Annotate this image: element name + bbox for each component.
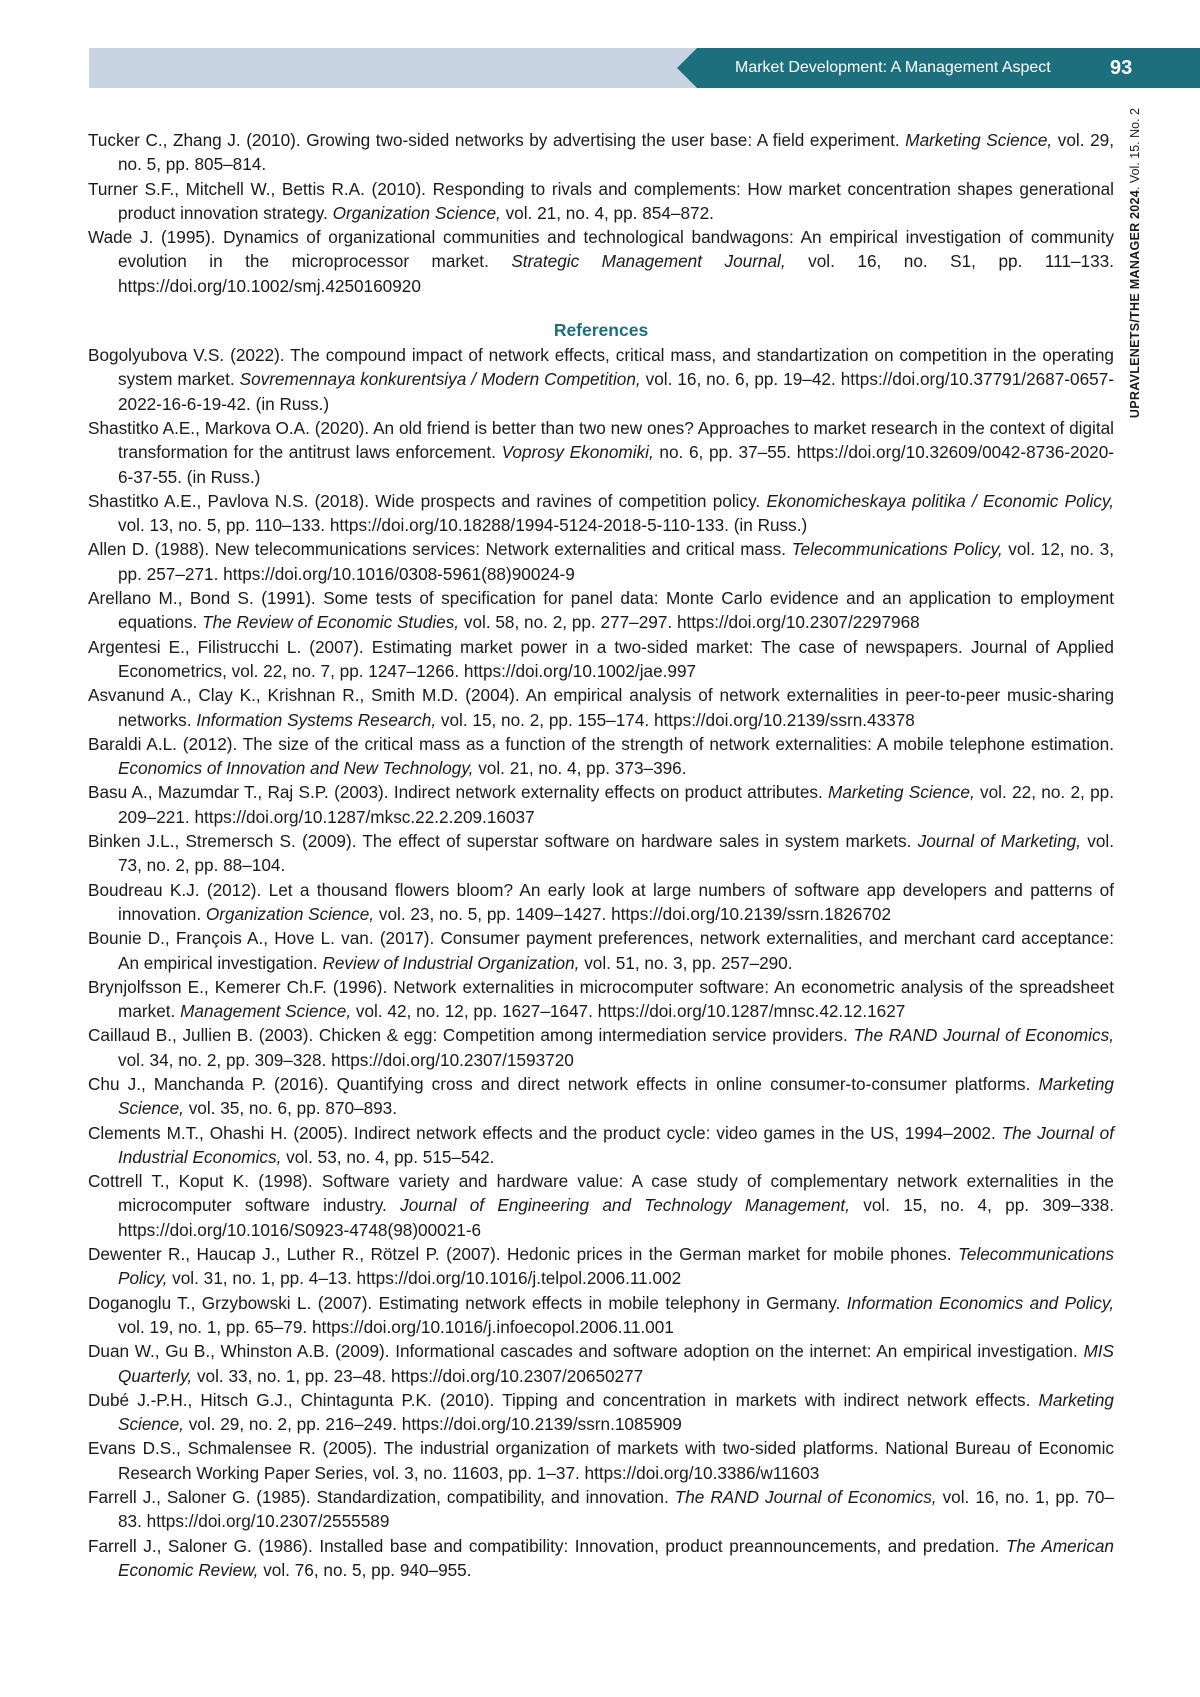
reference-details: vol. 19, no. 1, pp. 65–79. https://doi.org/10.1016/j.infoecopol.2006.11.001 xyxy=(118,1317,674,1337)
reference-entry xyxy=(88,416,1114,489)
reference-source: Economics of Innovation and New Technology, xyxy=(118,758,473,778)
reference-entry xyxy=(88,1436,1114,1485)
reference-entry xyxy=(88,537,1114,586)
reference-text: Bounie D., François A., Hove L. van. (2017). Consumer payment preferences, network externalities, and merchant card acceptance: An empirical investigation. xyxy=(88,928,1114,972)
reference-text: Cottrell T., Koput K. (1998). Software variety and hardware value: A case study of complementary network externalities in the microcomputer software industry. xyxy=(88,1171,1114,1215)
reference-source: Information Systems Research, xyxy=(196,710,436,730)
references-heading: References xyxy=(88,318,1114,342)
page-number: 93 xyxy=(1110,48,1132,88)
journal-year: 2024 xyxy=(1128,190,1142,219)
journal-side-label: UPRAVLENETS/THE MANAGER 2024. Vol. 15. No. 2 xyxy=(1122,108,1144,448)
reference-source: The Review of Economic Studies, xyxy=(202,612,459,632)
reference-source: Telecommunications Policy, xyxy=(792,539,1003,559)
reference-text: Allen D. (1988). New telecommunications services: Network externalities and critical mass. xyxy=(88,539,792,559)
reference-details: no. 6, pp. 37–55. https://doi.org/10.32609/0042-8736-2020-6-37-55. (in Russ.) xyxy=(118,442,1114,486)
reference-source: Information Economics and Policy, xyxy=(847,1293,1114,1313)
reference-entry xyxy=(88,926,1114,975)
reference-entry xyxy=(88,1072,1114,1121)
reference-entry xyxy=(88,343,1114,416)
reference-entry xyxy=(88,1121,1114,1170)
reference-entry xyxy=(88,1388,1114,1437)
reference-source: Marketing Science, xyxy=(118,1390,1114,1434)
reference-text: Shastitko A.E., Pavlova N.S. (2018). Wide prospects and ravines of competition policy. xyxy=(88,491,766,511)
reference-details: vol. 21, no. 4, pp. 854–872. xyxy=(501,203,714,223)
journal-volume: Vol. 15. No. 2 xyxy=(1128,108,1142,183)
reference-entry xyxy=(88,829,1114,878)
reference-text: Farrell J., Saloner G. (1985). Standardization, compatibility, and innovation. xyxy=(88,1487,675,1507)
reference-text: Turner S.F., Mitchell W., Bettis R.A. (2010). Responding to rivals and complements: How market concentration shapes generational product innovation strategy. xyxy=(88,179,1114,223)
reference-details: vol. 16, no. S1, pp. 111–133. https://doi.org/10.1002/smj.4250160920 xyxy=(118,251,1114,295)
reference-details: vol. 29, no. 2, pp. 216–249. https://doi.org/10.2139/ssrn.1085909 xyxy=(184,1414,682,1434)
reference-source: The American Economic Review, xyxy=(118,1536,1114,1580)
reference-details: vol. 12, no. 3, pp. 257–271. https://doi.org/10.1016/0308-5961(88)90024-9 xyxy=(118,539,1114,583)
reference-details: vol. 35, no. 6, pp. 870–893. xyxy=(184,1098,397,1118)
reference-details: vol. 58, no. 2, pp. 277–297. https://doi.org/10.2307/2297968 xyxy=(459,612,920,632)
reference-text: Boudreau K.J. (2012). Let a thousand flowers bloom? An early look at large numbers of software app developers and patterns of innovation. xyxy=(88,880,1114,924)
reference-entry xyxy=(88,1291,1114,1340)
reference-source: Journal of Marketing, xyxy=(918,831,1081,851)
reference-content xyxy=(88,128,1114,1582)
reference-source: Sovremennaya konkurentsiya / Modern Competition, xyxy=(240,369,641,389)
reference-text: Chu J., Manchanda P. (2016). Quantifying cross and direct network effects in online consumer-to-consumer platforms. xyxy=(88,1074,1039,1094)
reference-entry xyxy=(88,780,1114,829)
reference-source: Marketing Science, xyxy=(118,1074,1114,1118)
reference-details: vol. 16, no. 1, pp. 70–83. https://doi.org/10.2307/2555589 xyxy=(118,1487,1114,1531)
reference-entry xyxy=(88,1485,1114,1534)
reference-text: Farrell J., Saloner G. (1986). Installed base and compatibility: Innovation, product preannouncements, and predation. xyxy=(88,1536,1006,1556)
reference-text: Binken J.L., Stremersch S. (2009). The effect of superstar software on hardware sales in system markets. xyxy=(88,831,918,851)
reference-details: vol. 16, no. 6, pp. 19–42. https://doi.org/10.37791/2687-0657-2022-16-6-19-42. (in Russ.) xyxy=(118,369,1114,413)
reference-source: Journal of Engineering and Technology Management, xyxy=(400,1195,850,1215)
reference-text: Doganoglu T., Grzybowski L. (2007). Estimating network effects in mobile telephony in Germany. xyxy=(88,1293,847,1313)
journal-name: UPRAVLENETS/THE MANAGER xyxy=(1128,223,1142,419)
reference-text: Clements M.T., Ohashi H. (2005). Indirect network effects and the product cycle: video games in the US, 1994–2002. xyxy=(88,1123,1002,1143)
reference-text: Baraldi A.L. (2012). The size of the critical mass as a function of the strength of network externalities: A mobile telephone estimation. xyxy=(88,734,1114,754)
reference-entry xyxy=(88,1169,1114,1242)
reference-entry xyxy=(88,1339,1114,1388)
reference-details: vol. 15, no. 4, pp. 309–338. https://doi.org/10.1016/S0923-4748(98)00021-6 xyxy=(118,1195,1114,1239)
continued-reference-list xyxy=(88,128,1114,298)
reference-details: vol. 73, no. 2, pp. 88–104. xyxy=(118,831,1114,875)
reference-source: The RAND Journal of Economics, xyxy=(853,1025,1114,1045)
reference-text: Caillaud B., Jullien B. (2003). Chicken & egg: Competition among intermediation service providers. xyxy=(88,1025,853,1045)
reference-details: vol. 34, no. 2, pp. 309–328. https://doi.org/10.2307/1593720 xyxy=(118,1050,574,1070)
reference-text: Evans D.S., Schmalensee R. (2005). The industrial organization of markets with two-sided platforms. National Bureau of Economic Research Working Paper Series, vol. 3, no. 11603, pp. 1–37. https://doi.org/10.3386/w11603 xyxy=(88,1438,1114,1482)
reference-entry xyxy=(88,225,1114,298)
reference-text: Tucker C., Zhang J. (2010). Growing two-sided networks by advertising the user base: A field experiment. xyxy=(88,130,905,150)
reference-text: Dewenter R., Haucap J., Luther R., Rötzel P. (2007). Hedonic prices in the German market for mobile phones. xyxy=(88,1244,958,1264)
reference-source: Review of Industrial Organization, xyxy=(322,953,579,973)
reference-text: Wade J. (1995). Dynamics of organizational communities and technological bandwagons: An empirical investigation of community evolution in the microprocessor market. xyxy=(88,227,1114,271)
reference-source: The Journal of Industrial Economics, xyxy=(118,1123,1114,1167)
reference-entry xyxy=(88,1023,1114,1072)
reference-entry xyxy=(88,1534,1114,1583)
reference-entry xyxy=(88,635,1114,684)
reference-details: vol. 42, no. 12, pp. 1627–1647. https://doi.org/10.1287/mnsc.42.12.1627 xyxy=(351,1001,905,1021)
reference-source: The RAND Journal of Economics, xyxy=(675,1487,937,1507)
reference-text: Shastitko A.E., Markova O.A. (2020). An old friend is better than two new ones? Approaches to market research in the context of digital transformation for the antitrust laws enforcement. xyxy=(88,418,1114,462)
reference-details: vol. 51, no. 3, pp. 257–290. xyxy=(579,953,792,973)
reference-text: Duan W., Gu B., Whinston A.B. (2009). Informational cascades and software adoption on the internet: An empirical investigation. xyxy=(88,1341,1083,1361)
reference-source: MIS Quarterly, xyxy=(118,1341,1114,1385)
reference-list xyxy=(88,343,1114,1582)
reference-text: Basu A., Mazumdar T., Raj S.P. (2003). Indirect network externality effects on product attributes. xyxy=(88,782,828,802)
reference-details: vol. 31, no. 1, pp. 4–13. https://doi.org/10.1016/j.telpol.2006.11.002 xyxy=(167,1268,681,1288)
reference-text: Brynjolfsson E., Kemerer Ch.F. (1996). Network externalities in microcomputer software: An econometric analysis of the spreadsheet market. xyxy=(88,977,1114,1021)
reference-details: vol. 23, no. 5, pp. 1409–1427. https://doi.org/10.2139/ssrn.1826702 xyxy=(374,904,891,924)
reference-source: Marketing Science, xyxy=(828,782,975,802)
reference-details: vol. 22, no. 2, pp. 209–221. https://doi.org/10.1287/mksc.22.2.209.16037 xyxy=(118,782,1114,826)
reference-entry xyxy=(88,732,1114,781)
reference-details: vol. 33, no. 1, pp. 23–48. https://doi.org/10.2307/20650277 xyxy=(192,1366,643,1386)
reference-details: vol. 15, no. 2, pp. 155–174. https://doi.org/10.2139/ssrn.43378 xyxy=(436,710,915,730)
reference-source: Ekonomicheskaya politika / Economic Policy, xyxy=(766,491,1114,511)
reference-source: Marketing Science, xyxy=(905,130,1052,150)
reference-details: vol. 53, no. 4, pp. 515–542. xyxy=(281,1147,494,1167)
reference-source: Organization Science, xyxy=(206,904,374,924)
reference-details: vol. 29, no. 5, pp. 805–814. xyxy=(118,130,1114,174)
reference-details: vol. 21, no. 4, pp. 373–396. xyxy=(473,758,686,778)
reference-entry xyxy=(88,128,1114,177)
reference-entry xyxy=(88,683,1114,732)
reference-text: Argentesi E., Filistrucchi L. (2007). Estimating market power in a two-sided market: The case of newspapers. Journal of Applied Econometrics, vol. 22, no. 7, pp. 1247–1266. https://doi.org/10.1002/jae.997 xyxy=(88,637,1114,681)
reference-entry xyxy=(88,489,1114,538)
reference-details: vol. 13, no. 5, pp. 110–133. https://doi.org/10.18288/1994-5124-2018-5-110-133. (in Russ.) xyxy=(118,515,807,535)
reference-text: Arellano M., Bond S. (1991). Some tests of specification for panel data: Monte Carlo evidence and an application to employment equations. xyxy=(88,588,1114,632)
reference-text: Asvanund A., Clay K., Krishnan R., Smith M.D. (2004). An empirical analysis of network externalities in peer-to-peer music-sharing networks. xyxy=(88,685,1114,729)
reference-text: Bogolyubova V.S. (2022). The compound impact of network effects, critical mass, and standartization on competition in the operating system market. xyxy=(88,345,1114,389)
reference-entry xyxy=(88,878,1114,927)
running-title: Market Development: A Management Aspect xyxy=(735,48,1051,88)
reference-details: vol. 76, no. 5, pp. 940–955. xyxy=(258,1560,471,1580)
reference-source: Telecommunications Policy, xyxy=(118,1244,1114,1288)
reference-entry xyxy=(88,1242,1114,1291)
reference-text: Dubé J.-P.H., Hitsch G.J., Chintagunta P.K. (2010). Tipping and concentration in markets with indirect network effects. xyxy=(88,1390,1039,1410)
reference-source: Management Science, xyxy=(180,1001,351,1021)
reference-entry xyxy=(88,177,1114,226)
reference-source: Organization Science, xyxy=(333,203,501,223)
reference-entry xyxy=(88,586,1114,635)
reference-entry xyxy=(88,975,1114,1024)
reference-source: Strategic Management Journal, xyxy=(511,251,785,271)
reference-source: Voprosy Ekonomiki, xyxy=(502,442,654,462)
